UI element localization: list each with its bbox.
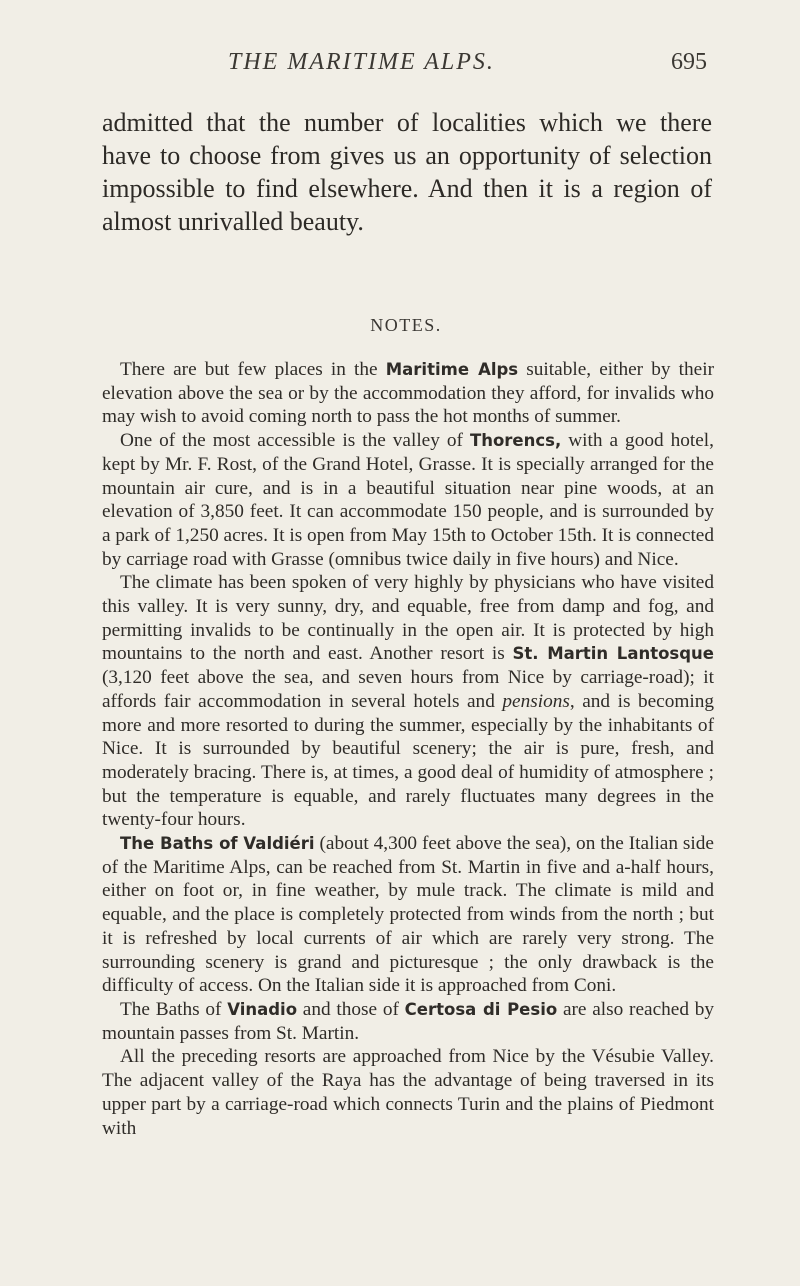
text-run: suitable, either by their elevation above the sea or by the accommodation they afford, for invalids who may wish to avoid coming north to pass the hot months of summer. [102,359,714,428]
italic-term: pensions [502,690,570,712]
text-run: are also reached by mountain passes from St. Martin. [102,998,715,1044]
notes-paragraph-6 [102,1045,714,1140]
text-run: with a good hotel, kept by Mr. F. Rost, of the Grand Hotel, Grasse. It is specially arranged for the mountain air cure, and is in a beautiful situation near pine woods, at an elevation of 3,850 feet. It can accommodate 150 people, and is surrounded by a park of 1,250 acres. It is open from May 15th to October 15th. It is connected by carriage road with Grasse (omnibus twice daily in five hours) and Nice. [102,430,715,570]
place-name: St. Martin Lantosque [512,644,714,664]
text-run: (3,120 feet above the sea, and seven hours from Nice by carriage-road); it affords fair accommodation in several hotels and [102,667,714,712]
text-run: , and is becoming more and more resorted to during the summer, especially by the inhabitants of Nice. It is surrounded by beautiful scenery; the air is pure, fresh, and moderately bracing. There is, at times, a good deal of humidity of atmosphere ; but the temperature is equable, and rarely fluctuates many degrees in the twenty-four hours. [102,690,715,831]
text-run: All the preceding resorts are approached from Nice by the Vésubie Valley. The adjacent valley of the Raya has the advantage of being traversed in its upper part by a carriage-road which connects Turin and the plains of Piedmont with [102,1046,714,1139]
notes-paragraph-3 [102,571,714,832]
notes-body [102,358,714,1140]
place-name: Thorencs, [469,431,562,451]
place-name: Certosa di Pesio [404,999,558,1019]
notes-heading: NOTES. [370,315,442,335]
text-run: There are but few places in the [120,359,386,380]
notes-paragraph-2 [102,429,714,571]
text-run: The climate has been spoken of very highly by physicians who have visited this valley. It is very sunny, dry, and equable, free from damp and fog, and permitting invalids to be continually in the open air. It is protected by high mountains to the north and east. Another resort is [102,572,714,665]
place-name: Vinadio [227,999,298,1019]
notes-paragraph-1 [102,358,714,429]
notes-paragraph-5 [102,998,714,1045]
place-name: The Baths of Valdiéri [120,834,315,854]
page-number: 695 [671,49,707,75]
intro-text: admitted that the number of localities which we there have to choose from gives us an opportunity of selection impossible to find elsewhere. And then it is a region of almost unrivalled beauty. [102,108,712,236]
text-run: The Baths of [120,998,228,1020]
text-run: and those of [297,998,405,1020]
notes-paragraph-4 [102,832,714,998]
place-name: Maritime Alps [385,360,519,379]
intro-paragraph [102,106,712,238]
text-run: One of the most accessible is the valley of [120,430,470,452]
text-run: (about 4,300 feet above the sea), on the Italian side of the Maritime Alps, can be reached from St. Martin in five and a-half hours, either on foot or, in fine weather, by mule track. The climate is mild and equable, and the place is completely protected from winds from the north ; but it is refreshed by local currents of air which are rarely very strong. The surrounding scenery is grand and picturesque ; the only drawback is the difficulty of access. On the Italian side it is approached from Coni. [102,833,714,997]
running-head: THE MARITIME ALPS. [228,49,495,75]
